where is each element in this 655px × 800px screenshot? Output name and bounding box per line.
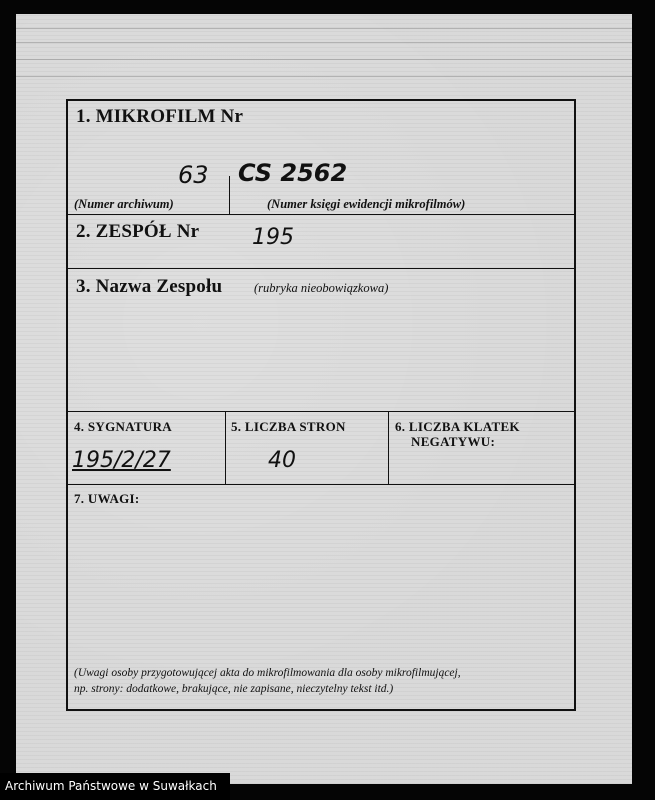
signature-value: 195/2/27	[72, 448, 171, 473]
ruled-line	[16, 42, 632, 43]
section-7-title: 7. UWAGI:	[74, 491, 140, 506]
section-6-title-line2: NEGATYWU:	[411, 434, 496, 449]
section-5-title: 5. LICZBA STRON	[231, 419, 346, 434]
section-7-note-line2: np. strony: dodatkowe, brakujące, nie zapisane, nieczytelny tekst itd.)	[74, 683, 394, 695]
divider	[229, 176, 230, 214]
ruled-line	[16, 76, 632, 77]
divider	[68, 268, 574, 269]
divider	[225, 411, 226, 484]
divider	[68, 484, 574, 485]
divider	[68, 411, 574, 412]
film-number-caption: (Numer księgi ewidencji mikrofilmów)	[267, 197, 466, 211]
archive-number-caption: (Numer archiwum)	[74, 197, 174, 211]
section-4-title: 4. SYGNATURA	[74, 419, 172, 434]
section-6-title-line1: 6. LICZBA KLATEK	[395, 419, 520, 434]
section-1-title: 1. MIKROFILM Nr	[76, 106, 244, 127]
section-3-note: (rubryka nieobowiązkowa)	[254, 281, 389, 295]
page-count-value: 40	[268, 448, 296, 473]
ruled-line	[16, 59, 632, 60]
section-2-title: 2. ZESPÓŁ Nr	[76, 221, 200, 242]
divider	[388, 411, 389, 484]
archive-footer-label: Archiwum Państwowe w Suwałkach	[0, 773, 230, 800]
ruled-line	[16, 28, 632, 29]
section-7-note-line1: (Uwagi osoby przygotowującej akta do mikrofilmowania dla osoby mikrofilmującej,	[74, 667, 461, 679]
section-3-title: 3. Nazwa Zespołu	[76, 276, 223, 297]
film-number-value: CS 2562	[238, 159, 348, 187]
collection-number-value: 195	[252, 225, 294, 250]
archive-number-value: 63	[178, 161, 209, 189]
microfilm-form	[66, 99, 576, 711]
divider	[68, 214, 574, 215]
